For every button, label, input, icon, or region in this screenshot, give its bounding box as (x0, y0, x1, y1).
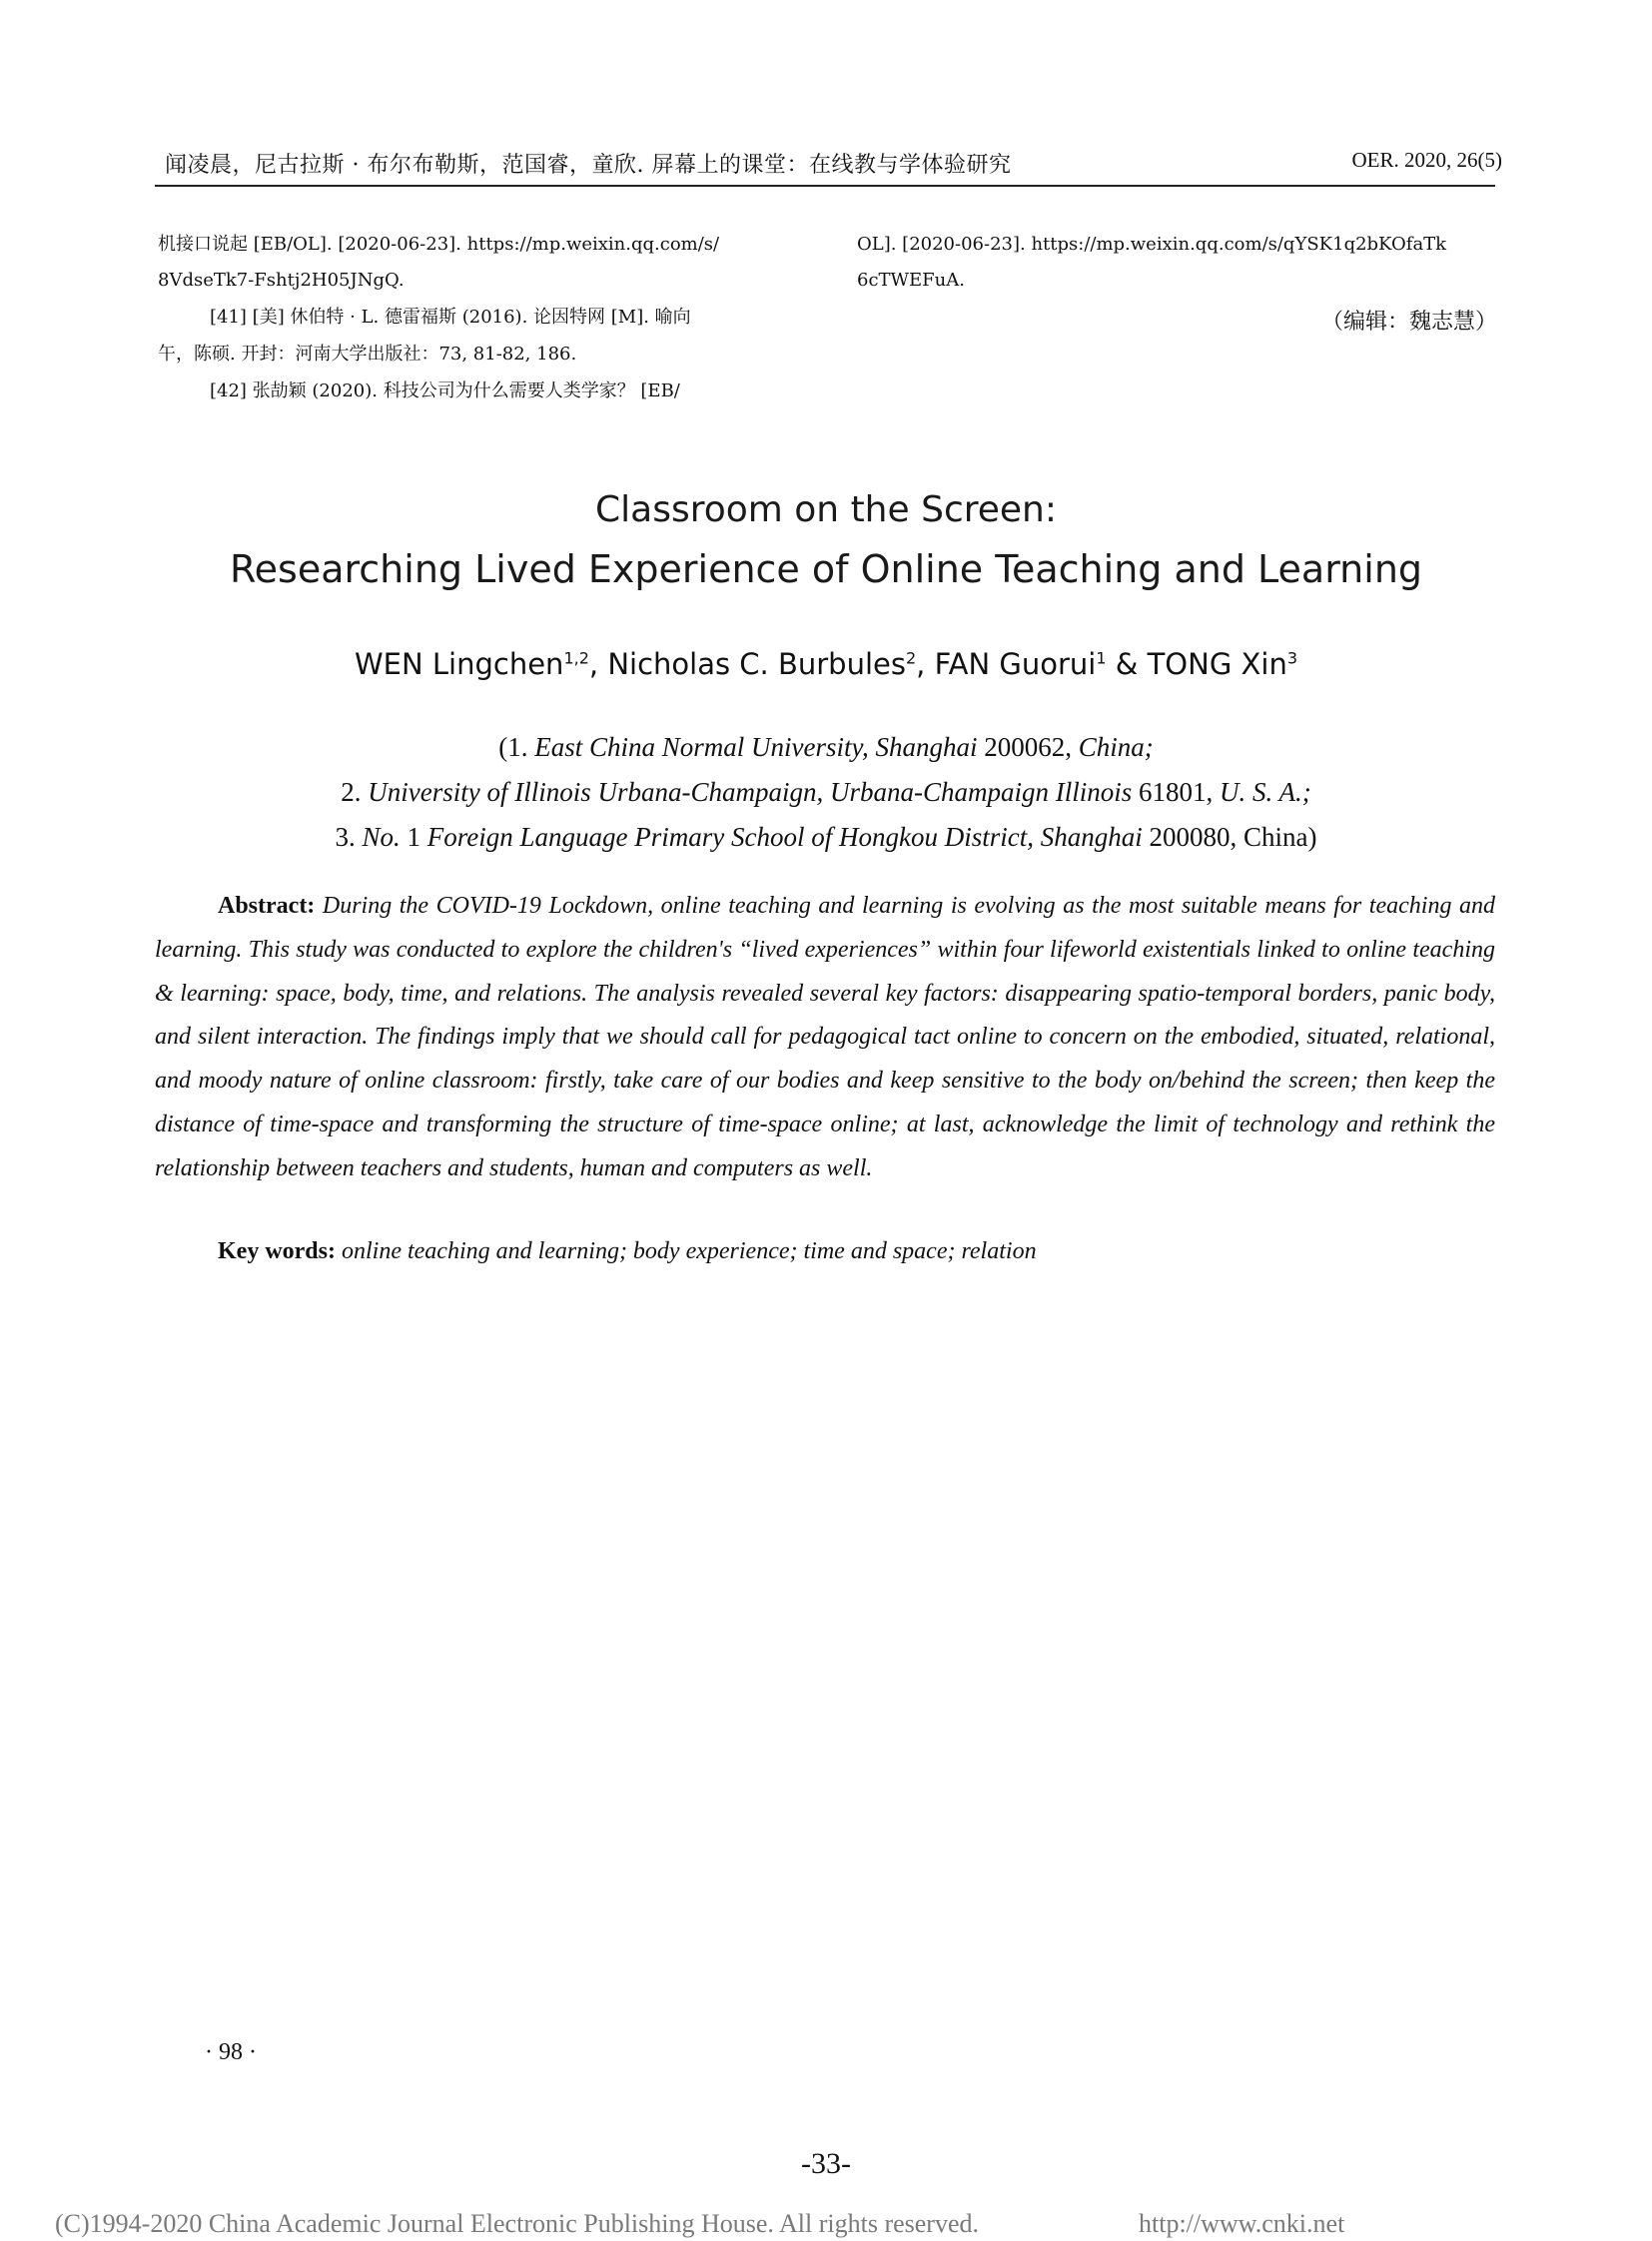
affiliation-1 (0, 732, 1652, 763)
paper-title-line1: Classroom on the Screen: (595, 489, 1057, 530)
author-affiliation-mark: 3 (1286, 648, 1298, 668)
reference-line: 机接口说起 [EB/OL]. [2020-06-23]. https://mp.weixin.qq.com/s/ (158, 234, 720, 255)
affiliation-3 (0, 822, 1652, 853)
affiliation-prefix: 3. (335, 822, 363, 852)
author-name: FAN Guorui (934, 647, 1097, 681)
affiliation-postcode: 61801, (1132, 777, 1220, 807)
page-number: · 98 · (205, 2039, 257, 2065)
keywords-text: online teaching and learning; body experience; time and space; relation (341, 1238, 1037, 1264)
copyright-notice: (C)1994-2020 China Academic Journal Electronic Publishing House. All rights reserved. (55, 2209, 979, 2238)
abstract (155, 885, 1495, 1191)
affiliation-number: 1 (400, 822, 427, 852)
reference-line: 8VdseTk7-Fshtj2H05JNgQ. (158, 270, 405, 291)
abstract-text: During the COVID-19 Lockdown, online teaching and learning is evolving as the most suitable means for teaching and learning. This study was conducted to explore the children's “lived experiences” within four lifeworld existentials linked to online teaching & learning: space, body, time, and relations. The analysis revealed several key factors: disappearing spatio-temporal borders, panic body, and silent interaction. The findings imply that we should call for pedagogical tact online to concern on the embodied, situated, relational, and moody nature of online classroom: firstly, take care of our bodies and keep sensitive to the body on/behind the screen; then keep the distance of time-space and transforming the structure of time-space online; at last, acknowledge the limit of technology and rethink the relationship between teachers and students, human and computers as well. (155, 893, 1495, 1181)
author-separator: & (1106, 647, 1148, 681)
abstract-label: Abstract: (218, 893, 316, 919)
author-name: TONG Xin (1147, 647, 1287, 681)
cnki-url: http://www.cnki.net (1139, 2209, 1345, 2238)
affiliation-2 (0, 777, 1652, 808)
author-affiliation-mark: 2 (905, 648, 917, 668)
running-header-title: 闻凌晨，尼古拉斯 · 布尔布勒斯，范国睿，童欣. 屏幕上的课堂：在线教与学体验研究 (165, 153, 1012, 178)
affiliation-prefix: 2. (341, 777, 369, 807)
reference-line: [41] [美] 休伯特 · L. 德雷福斯 (2016). 论因特网 [M]. 喻向 (210, 307, 691, 328)
header-rule (155, 185, 1495, 187)
affiliation-institution: Foreign Language Primary School of Hongkou District, Shanghai (426, 822, 1143, 852)
author-name: WEN Lingchen (354, 647, 564, 681)
reference-line: 午，陈硕. 开封：河南大学出版社：73, 81-82, 186. (158, 344, 577, 365)
affiliation-institution: University of Illinois Urbana-Champaign, Urbana-Champaign Illinois (368, 777, 1133, 807)
affiliation-country: China) (1242, 822, 1317, 852)
affiliation-number-label: No. (362, 822, 401, 852)
reference-line: OL]. [2020-06-23]. https://mp.weixin.qq.com/s/qYSK1q2bKOfaTk (857, 234, 1447, 255)
author-separator: , (916, 647, 935, 681)
reference-line: [42] 张劼颖 (2020). 科技公司为什么需要人类学家？ [EB/ (210, 380, 680, 401)
keywords-label: Key words: (218, 1238, 336, 1264)
author-list (0, 647, 1652, 681)
affiliation-prefix: (1. (498, 732, 535, 762)
affiliation-country: China; (1078, 732, 1154, 762)
page-sequence: -33- (801, 2147, 851, 2180)
reference-line: 6cTWEFuA. (857, 270, 965, 291)
journal-citation: OER. 2020, 26(5) (1351, 148, 1502, 172)
author-affiliation-mark: 1,2 (563, 648, 589, 668)
affiliation-postcode: 200062, (977, 732, 1079, 762)
affiliation-country: U. S. A.; (1220, 777, 1311, 807)
author-separator: , (588, 647, 608, 681)
affiliation-institution: East China Normal University, Shanghai (534, 732, 978, 762)
editor-note: （编辑：魏志慧） (1320, 310, 1497, 335)
affiliation-postcode: 200080, (1142, 822, 1243, 852)
author-name: Nicholas C. Burbules (607, 647, 906, 681)
paper-title-line2: Researching Lived Experience of Online Teaching and Learning (229, 547, 1423, 591)
author-affiliation-mark: 1 (1096, 648, 1107, 668)
keywords (218, 1238, 1037, 1265)
